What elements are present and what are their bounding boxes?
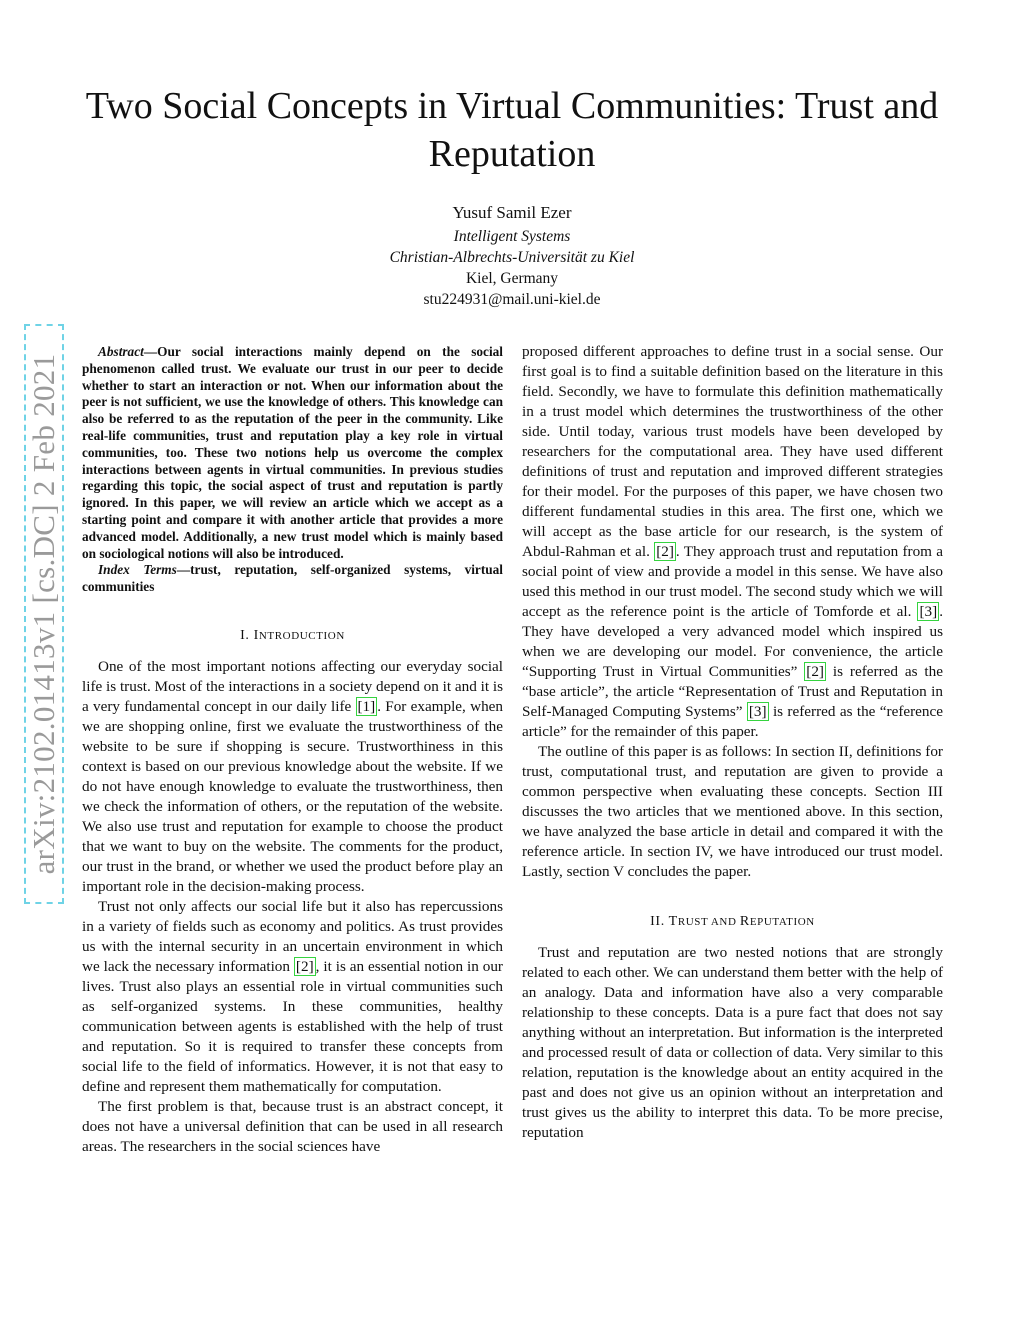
author-name: Yusuf Samil Ezer: [452, 203, 572, 222]
paper-title: Two Social Concepts in Virtual Communities: Trust and Reputation: [85, 85, 939, 175]
arxiv-identifier-text: arXiv:2102.01413v1 [cs.DC] 2 Feb 2021: [26, 353, 61, 875]
abstract: [82, 344, 503, 562]
left-column: [82, 342, 503, 1157]
trust-paragraph-1: Trust and reputation are two nested notions that are strongly related to each other. We can understand them better with the help of an analogy. Data and information have also a very comparable relationship to these concepts. Data is a pure fact that does not say anything without an interpretation. But information is the interpreted and processed result of data or collection of data. Very similar to this relation, reputation is the knowledge about an entity acquired in the past and does not give us an opinion without an interpretation and trust gives us the ability to interpret this data. To be more precise, reputation: [522, 944, 943, 1141]
citation-link[interactable]: [2]: [295, 957, 314, 975]
citation-link[interactable]: [2]: [806, 663, 824, 680]
abstract-text: —Our social interactions mainly depend on the social phenomenon called trust. We evaluate our trust in our peer to decide whether to start an interaction or not. When our information about the peer is not sufficient, we use the knowledge of others. This knowledge can also be referred to as the reputation of the peer in the community. Like real-life communities, trust and reputation play a key role in virtual communities, too. These two notions help us overcome the complex interactions between agents in virtual communities. In previous studies regarding this topic, the social aspect of trust and reputation is partly ignored. In this paper, we will review an article which we accept as a starting point and compare it with another article that provides a more advanced model. Additionally, a new trust model which is mainly based on sociological notions will also be introduced.: [82, 344, 503, 561]
index-terms: [82, 562, 503, 596]
index-terms-text: —trust, reputation, self-organized systems, virtual communities: [82, 562, 503, 595]
section-heading-introduction: I. INTRODUCTION: [240, 627, 345, 643]
author-block: [260, 200, 764, 310]
author-location: Kiel, Germany: [465, 270, 559, 287]
abstract-label: Abstract: [98, 344, 144, 359]
citation-link[interactable]: [1]: [357, 697, 376, 715]
author-email: stu224931@mail.uni-kiel.de: [423, 291, 601, 308]
intro-paragraph-1: One of the most important notions affecting our everyday social life is trust. Most of the interactions in a society depend on it and it is a very fundamental concept in our daily life [1] . For example, when we are shopping online, first we evaluate the trustworthiness of the website to be sure if shopping is secure. Trustworthiness in this context is based on our previous knowledge about the website. If we do not have enough knowledge to evaluate the trustworthiness, then we check the information of others, or the reputation of the website. We also use trust and reputation for example to choose the product that we want to buy on the website. The comments for the product, our trust in the brand, or whether we used the product before play an important role in the decision-making process.: [82, 657, 503, 895]
arxiv-identifier-stamp: [24, 324, 64, 904]
author-department: Intelligent Systems: [453, 228, 571, 245]
intro-paragraph-2: Trust not only affects our social life but it also has repercussions in a variety of fields such as economy and politics. As trust provides us with the internal security in an uncertain environment in which we lack the necessary information [2] , it is an essential notion in our lives. Trust also plays an essential role in virtual communities such as self-organized systems. In these communities, healthy communication between agents is established with the help of trust and reputation. So it is required to transfer these concepts from social life to the field of informatics. However, it is not that easy to define and represent them mathematically for computation.: [82, 897, 503, 1095]
right-column: [522, 342, 943, 1143]
citation-link[interactable]: [3]: [919, 603, 938, 620]
author-university: Christian-Albrechts-Universität zu Kiel: [389, 249, 635, 266]
citation-link[interactable]: [2]: [656, 543, 674, 560]
intro-paragraph-outline: The outline of this paper is as follows: In section II, definitions for trust, computational trust, and reputation are given to provide a common perspective when evaluating these concepts. Section III discusses the two articles that we mentioned above. In this section, we have analyzed the base article in detail and compared it with the reference article. In section IV, we have introduced our trust model. Lastly, section V concludes the paper.: [522, 743, 943, 880]
intro-paragraph-3-continued: proposed different approaches to define trust in a social sense. Our first goal is to find a suitable definition based on the literature in this field. Secondly, we have to formulate this definition mathematically in a trust model which determines the trustworthiness of the other side. Until today, various trust models have been developed by researchers for the computational area. They have used different definitions of trust and reputation and improved different strategies for their model. For the purposes of this paper, we have chosen two different fundamental studies in this area. The first one, which we will accept as the base article for our research, is the system of Abdul-Rahman et al. [2] . They approach trust and reputation from a social point of view and provide a model in this sense. We have also used this method in our trust model. The second study which we will accept as the reference point is the article of Tomforde et al. [3] . They have developed a very advanced model which inspired us when we are developing our model. For convenience, the article “Supporting Trust in Virtual Communities” [2] is referred as the “base article”, the article “Representation of Trust and Reputation in Self-Managed Computing Systems” [3] is referred as the “reference article” for the remainder of this paper.: [522, 343, 943, 740]
section-heading-trust-and-reputation: II. TRUST AND REPUTATION: [650, 914, 815, 929]
citation-link[interactable]: [3]: [748, 703, 767, 720]
index-terms-label: Index Terms: [98, 562, 177, 578]
intro-paragraph-3: The first problem is that, because trust is an abstract concept, it does not have a universal definition that can be used in all research areas. The researchers in the social sciences have: [82, 1097, 503, 1155]
